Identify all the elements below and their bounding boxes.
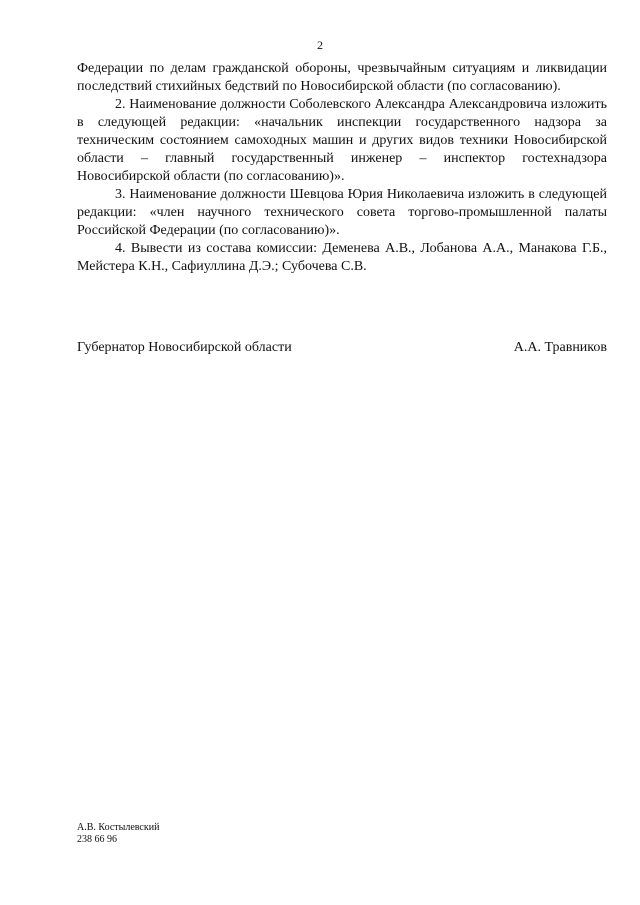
paragraph-2: 2. Наименование должности Соболевского Александра Александровича изложить в следующей редакции: «начальник инспекции государственного надзора за техническим состоянием самоходных машин и других видов техники Новосибирской области – главный государственный инженер – инспектор гостехнадзора Новосибирской области (по согласованию)». [77,97,607,184]
paragraph-1: Федерации по делам гражданской обороны, чрезвычайным ситуациям и ликвидации последствий стихийных бедствий по Новосибирской области (по согласованию). [77,61,607,94]
page-number: 2 [317,38,323,52]
executor-footer [77,822,159,846]
signature-block [77,339,607,357]
signatory-name: А.А. Травников [513,340,607,355]
executor-phone: 238 66 96 [77,834,117,845]
paragraph-4: 4. Вывести из состава комиссии: Деменева А.В., Лобанова А.А., Манакова Г.Б., Мейстера К.Н., Сафиуллина Д.Э.; Субочева С.В. [77,241,607,274]
paragraph-3: 3. Наименование должности Шевцова Юрия Николаевича изложить в следующей редакции: «член научного технического совета торгово-промышленной палаты Российской Федерации (по согласованию)». [77,187,607,238]
signatory-position: Губернатор Новосибирской области [77,340,292,355]
executor-name: А.В. Костылевский [77,822,160,833]
document-body [77,60,607,276]
